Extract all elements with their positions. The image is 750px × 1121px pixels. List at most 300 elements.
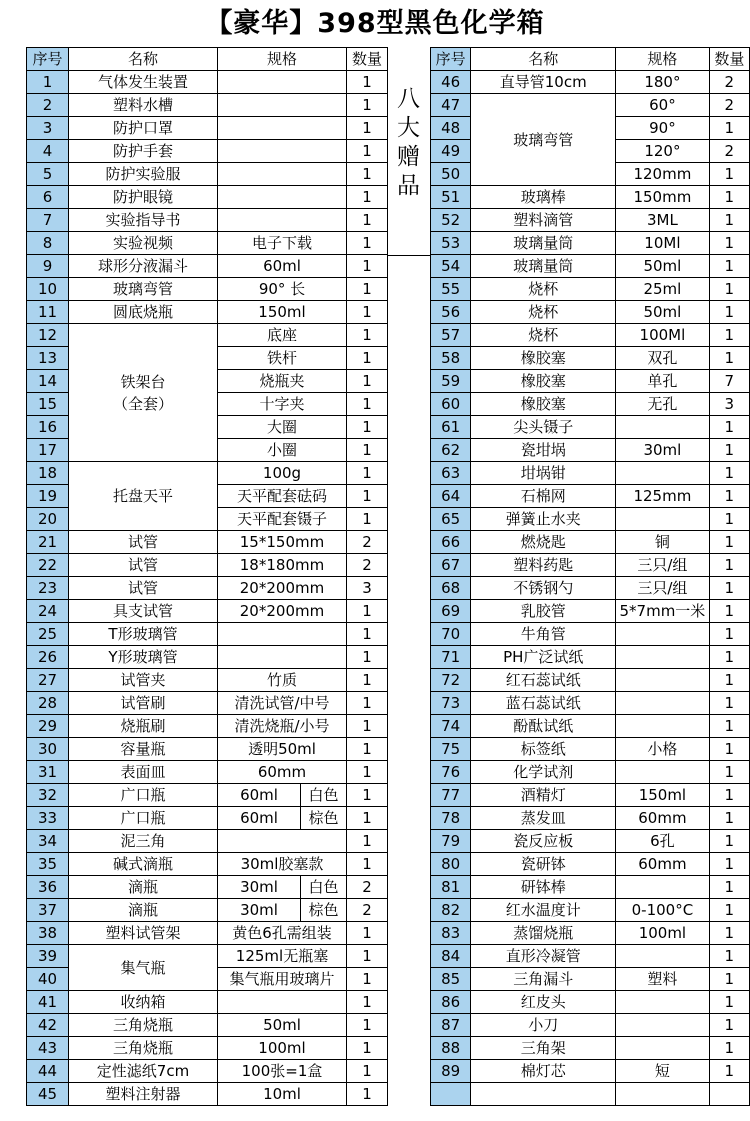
item-qty: 1	[347, 1083, 388, 1106]
table-row	[27, 163, 388, 186]
item-spec	[218, 991, 347, 1014]
item-spec: 150ml	[218, 301, 347, 324]
item-qty: 1	[709, 462, 749, 485]
row-idx: 71	[431, 646, 471, 669]
item-spec: 单孔	[616, 370, 710, 393]
item-name: 橡胶塞	[471, 370, 616, 393]
item-name: 弹簧止水夹	[471, 508, 616, 531]
header-qty: 数量	[347, 48, 388, 71]
row-idx: 80	[431, 853, 471, 876]
item-spec: 100张=1盒	[218, 1060, 347, 1083]
table-row	[27, 255, 388, 278]
item-qty: 1	[709, 117, 749, 140]
item-spec: 无孔	[616, 393, 710, 416]
item-spec: 120mm	[616, 163, 710, 186]
item-spec	[616, 669, 710, 692]
item-spec: 铜	[616, 531, 710, 554]
row-idx: 86	[431, 991, 471, 1014]
row-idx: 65	[431, 508, 471, 531]
item-spec: 5*7mm一米	[616, 600, 710, 623]
row-idx: 13	[27, 347, 69, 370]
item-spec	[218, 623, 347, 646]
header-row	[431, 48, 750, 71]
item-spec	[218, 209, 347, 232]
item-spec	[616, 991, 710, 1014]
item-name: 球形分液漏斗	[69, 255, 218, 278]
row-idx: 31	[27, 761, 69, 784]
table-row	[431, 761, 750, 784]
item-name: 玻璃弯管	[69, 278, 218, 301]
row-idx: 63	[431, 462, 471, 485]
item-spec: 60mm	[616, 807, 710, 830]
row-idx: 52	[431, 209, 471, 232]
table-row	[27, 738, 388, 761]
item-spec	[218, 163, 347, 186]
table-row	[431, 324, 750, 347]
table-row	[431, 370, 750, 393]
item-qty: 1	[347, 416, 388, 439]
table-row	[27, 186, 388, 209]
table-row	[431, 255, 750, 278]
row-idx: 53	[431, 232, 471, 255]
item-qty: 1	[709, 692, 749, 715]
item-name: 玻璃量筒	[471, 232, 616, 255]
item-qty: 1	[347, 485, 388, 508]
row-idx: 9	[27, 255, 69, 278]
page-title: 【豪华】398型黑色化学箱	[205, 8, 545, 39]
item-qty: 2	[347, 899, 388, 922]
item-qty: 1	[347, 784, 388, 807]
item-name: 三角架	[471, 1037, 616, 1060]
row-idx: 7	[27, 209, 69, 232]
item-name: 红水温度计	[471, 899, 616, 922]
item-qty: 1	[347, 761, 388, 784]
item-spec-color: 棕色	[301, 807, 347, 830]
item-qty: 1	[347, 600, 388, 623]
item-spec: 10ml	[218, 1083, 347, 1106]
item-name: 托盘天平	[69, 462, 218, 531]
item-name: 广口瓶	[69, 784, 218, 807]
row-idx: 30	[27, 738, 69, 761]
item-qty: 1	[709, 876, 749, 899]
row-idx: 16	[27, 416, 69, 439]
item-name: 玻璃棒	[471, 186, 616, 209]
row-idx: 87	[431, 1014, 471, 1037]
item-qty: 1	[347, 1060, 388, 1083]
table-row	[27, 692, 388, 715]
row-idx: 3	[27, 117, 69, 140]
row-idx: 29	[27, 715, 69, 738]
table-row	[431, 301, 750, 324]
table-row	[431, 738, 750, 761]
table-row	[431, 968, 750, 991]
item-name: 红石蕊试纸	[471, 669, 616, 692]
table-row	[431, 623, 750, 646]
item-name: 容量瓶	[69, 738, 218, 761]
row-idx: 42	[27, 1014, 69, 1037]
item-name: 牛角管	[471, 623, 616, 646]
table-row	[27, 324, 388, 347]
item-name: 石棉网	[471, 485, 616, 508]
item-name: 燃烧匙	[471, 531, 616, 554]
item-name: 玻璃量筒	[471, 255, 616, 278]
row-idx: 74	[431, 715, 471, 738]
item-spec: 50ml	[616, 255, 710, 278]
item-spec: 3ML	[616, 209, 710, 232]
item-name: 碱式滴瓶	[69, 853, 218, 876]
table-row	[431, 209, 750, 232]
item-name: 试管夹	[69, 669, 218, 692]
item-qty: 1	[709, 1037, 749, 1060]
item-spec: 100ml	[616, 922, 710, 945]
row-idx: 57	[431, 324, 471, 347]
table-row	[431, 71, 750, 94]
row-idx: 25	[27, 623, 69, 646]
row-idx: 72	[431, 669, 471, 692]
table-row	[431, 945, 750, 968]
table-row	[431, 232, 750, 255]
row-idx: 83	[431, 922, 471, 945]
item-spec: 10Ml	[616, 232, 710, 255]
row-idx: 46	[431, 71, 471, 94]
table-row	[27, 600, 388, 623]
item-spec: 90°	[616, 117, 710, 140]
item-qty: 1	[347, 278, 388, 301]
item-qty: 1	[347, 508, 388, 531]
item-name: 防护实验服	[69, 163, 218, 186]
item-qty: 1	[709, 1014, 749, 1037]
row-idx: 70	[431, 623, 471, 646]
row-idx: 76	[431, 761, 471, 784]
table-row	[27, 646, 388, 669]
item-qty: 1	[709, 715, 749, 738]
gift-char: 赠	[397, 144, 420, 170]
table-row	[431, 876, 750, 899]
item-qty: 1	[709, 508, 749, 531]
inventory-table-right	[430, 47, 750, 1106]
item-spec: 塑料	[616, 968, 710, 991]
header-name: 名称	[69, 48, 218, 71]
item-qty: 1	[709, 255, 749, 278]
item-spec: 6孔	[616, 830, 710, 853]
item-qty: 1	[709, 991, 749, 1014]
item-name: 烧瓶刷	[69, 715, 218, 738]
item-spec	[218, 140, 347, 163]
item-spec-color: 白色	[301, 784, 347, 807]
item-qty: 1	[347, 991, 388, 1014]
item-qty: 1	[709, 623, 749, 646]
item-name: 酒精灯	[471, 784, 616, 807]
item-name: 试管	[69, 531, 218, 554]
item-name: 棉灯芯	[471, 1060, 616, 1083]
item-qty: 1	[709, 209, 749, 232]
row-idx: 44	[27, 1060, 69, 1083]
table-row	[27, 1037, 388, 1060]
row-idx	[431, 1083, 471, 1106]
table-row	[27, 899, 388, 922]
row-idx: 67	[431, 554, 471, 577]
item-spec: 125mm	[616, 485, 710, 508]
table-row	[27, 117, 388, 140]
row-idx: 75	[431, 738, 471, 761]
item-name: 化学试剂	[471, 761, 616, 784]
item-qty: 1	[347, 347, 388, 370]
item-spec: 50ml	[616, 301, 710, 324]
item-spec: 烧瓶夹	[218, 370, 347, 393]
item-spec	[218, 94, 347, 117]
header-row	[27, 48, 388, 71]
item-qty: 1	[347, 324, 388, 347]
item-spec: 三只/组	[616, 577, 710, 600]
item-spec: 15*150mm	[218, 531, 347, 554]
item-name: 气体发生装置	[69, 71, 218, 94]
gift-char: 八	[397, 86, 420, 112]
table-row	[27, 876, 388, 899]
row-idx: 64	[431, 485, 471, 508]
item-name: 塑料水槽	[69, 94, 218, 117]
item-spec-size: 30ml	[218, 876, 301, 899]
table-row	[431, 853, 750, 876]
item-name: 具支试管	[69, 600, 218, 623]
item-qty: 1	[347, 669, 388, 692]
item-name: 橡胶塞	[471, 347, 616, 370]
item-spec-size: 30ml	[218, 899, 301, 922]
item-spec: 短	[616, 1060, 710, 1083]
item-qty: 1	[347, 830, 388, 853]
item-name: 酚酞试纸	[471, 715, 616, 738]
row-idx: 11	[27, 301, 69, 324]
row-idx: 78	[431, 807, 471, 830]
table-row	[27, 623, 388, 646]
table-row	[27, 232, 388, 255]
row-idx: 24	[27, 600, 69, 623]
item-spec-size: 60ml	[218, 807, 301, 830]
item-spec	[218, 117, 347, 140]
item-qty: 1	[347, 1037, 388, 1060]
row-idx: 69	[431, 600, 471, 623]
table-row	[27, 945, 388, 968]
row-idx: 73	[431, 692, 471, 715]
row-idx: 38	[27, 922, 69, 945]
row-idx: 82	[431, 899, 471, 922]
item-qty: 1	[347, 370, 388, 393]
row-idx: 55	[431, 278, 471, 301]
item-spec: 透明50ml	[218, 738, 347, 761]
item-qty: 1	[347, 1014, 388, 1037]
row-idx: 40	[27, 968, 69, 991]
item-qty: 1	[347, 623, 388, 646]
header-spec: 规格	[218, 48, 347, 71]
inventory-table-left	[26, 47, 388, 1106]
item-qty: 1	[709, 186, 749, 209]
row-idx: 18	[27, 462, 69, 485]
row-idx: 26	[27, 646, 69, 669]
row-idx: 49	[431, 140, 471, 163]
header-name: 名称	[471, 48, 616, 71]
item-name: 试管	[69, 577, 218, 600]
item-spec: 60mm	[616, 853, 710, 876]
item-qty: 1	[709, 324, 749, 347]
item-spec: 铁杆	[218, 347, 347, 370]
item-name: 瓷反应板	[471, 830, 616, 853]
item-qty: 1	[709, 600, 749, 623]
item-spec: 三只/组	[616, 554, 710, 577]
table-row	[27, 922, 388, 945]
item-qty: 2	[347, 554, 388, 577]
row-idx: 17	[27, 439, 69, 462]
item-name: 防护手套	[69, 140, 218, 163]
item-name: 不锈钢勺	[471, 577, 616, 600]
item-spec: 30ml胶塞款	[218, 853, 347, 876]
item-spec: 60ml	[218, 255, 347, 278]
item-qty: 1	[347, 853, 388, 876]
item-name: 实验视频	[69, 232, 218, 255]
table-row	[27, 278, 388, 301]
item-spec: 25ml	[616, 278, 710, 301]
item-qty: 1	[709, 278, 749, 301]
item-spec: 150mm	[616, 186, 710, 209]
table-row	[431, 991, 750, 1014]
item-name: 直形冷凝管	[471, 945, 616, 968]
item-qty: 1	[709, 761, 749, 784]
item-spec: 清洗烧瓶/小号	[218, 715, 347, 738]
item-spec: 20*200mm	[218, 600, 347, 623]
item-name: 标签纸	[471, 738, 616, 761]
row-idx: 84	[431, 945, 471, 968]
item-spec: 120°	[616, 140, 710, 163]
item-name: Y形玻璃管	[69, 646, 218, 669]
item-name: 三角漏斗	[471, 968, 616, 991]
item-spec	[616, 508, 710, 531]
item-name: PH广泛试纸	[471, 646, 616, 669]
row-idx: 20	[27, 508, 69, 531]
row-idx: 10	[27, 278, 69, 301]
row-idx: 34	[27, 830, 69, 853]
item-spec	[218, 646, 347, 669]
item-spec	[616, 876, 710, 899]
item-spec: 大圈	[218, 416, 347, 439]
gift-char: 大	[397, 115, 420, 141]
table-row	[27, 140, 388, 163]
item-name: 尖头镊子	[471, 416, 616, 439]
item-spec: 100g	[218, 462, 347, 485]
item-qty: 1	[347, 255, 388, 278]
item-qty: 1	[347, 71, 388, 94]
table-row	[431, 347, 750, 370]
table-row	[431, 1037, 750, 1060]
item-spec: 50ml	[218, 1014, 347, 1037]
item-qty: 1	[347, 94, 388, 117]
row-idx: 1	[27, 71, 69, 94]
table-row	[431, 669, 750, 692]
item-qty: 1	[347, 738, 388, 761]
item-qty: 1	[347, 807, 388, 830]
table-row	[431, 554, 750, 577]
item-name: 试管	[69, 554, 218, 577]
item-spec	[616, 761, 710, 784]
item-spec	[616, 646, 710, 669]
table-row	[431, 186, 750, 209]
row-idx: 60	[431, 393, 471, 416]
row-idx: 81	[431, 876, 471, 899]
row-idx: 66	[431, 531, 471, 554]
item-spec	[616, 623, 710, 646]
header-idx: 序号	[27, 48, 69, 71]
item-qty: 2	[347, 876, 388, 899]
item-qty: 1	[709, 554, 749, 577]
item-qty: 1	[347, 117, 388, 140]
item-spec: 20*200mm	[218, 577, 347, 600]
item-spec: 集气瓶用玻璃片	[218, 968, 347, 991]
item-qty: 1	[709, 301, 749, 324]
item-qty: 1	[347, 945, 388, 968]
item-name: 塑料试管架	[69, 922, 218, 945]
table-row	[27, 94, 388, 117]
row-idx: 41	[27, 991, 69, 1014]
item-name: 防护口罩	[69, 117, 218, 140]
item-name: 烧杯	[471, 324, 616, 347]
table-row	[27, 531, 388, 554]
row-idx: 23	[27, 577, 69, 600]
item-name: 直导管10cm	[471, 71, 616, 94]
item-spec: 18*180mm	[218, 554, 347, 577]
item-spec: 电子下载	[218, 232, 347, 255]
item-name: 定性滤纸7cm	[69, 1060, 218, 1083]
item-name: 红皮头	[471, 991, 616, 1014]
item-qty: 1	[347, 692, 388, 715]
item-qty: 7	[709, 370, 749, 393]
row-idx: 5	[27, 163, 69, 186]
item-qty: 1	[709, 945, 749, 968]
item-spec-color: 棕色	[301, 899, 347, 922]
item-spec: 100ml	[218, 1037, 347, 1060]
item-name	[471, 1083, 616, 1106]
table-row	[431, 462, 750, 485]
row-idx: 79	[431, 830, 471, 853]
item-name: 蒸发皿	[471, 807, 616, 830]
row-idx: 58	[431, 347, 471, 370]
row-idx: 32	[27, 784, 69, 807]
item-qty: 2	[347, 531, 388, 554]
table-row	[27, 577, 388, 600]
item-spec: 150ml	[616, 784, 710, 807]
item-qty: 1	[709, 830, 749, 853]
row-idx: 61	[431, 416, 471, 439]
table-row	[431, 692, 750, 715]
item-name: 圆底烧瓶	[69, 301, 218, 324]
row-idx: 48	[431, 117, 471, 140]
item-qty: 1	[347, 209, 388, 232]
row-idx: 85	[431, 968, 471, 991]
item-qty: 1	[709, 485, 749, 508]
item-spec: 十字夹	[218, 393, 347, 416]
row-idx: 22	[27, 554, 69, 577]
item-qty: 1	[709, 968, 749, 991]
item-spec	[616, 416, 710, 439]
item-spec: 小圈	[218, 439, 347, 462]
item-name: 瓷坩埚	[471, 439, 616, 462]
item-qty: 1	[347, 301, 388, 324]
table-row	[27, 1014, 388, 1037]
table-row	[27, 853, 388, 876]
item-name: 收纳箱	[69, 991, 218, 1014]
item-qty: 1	[709, 784, 749, 807]
item-qty: 1	[709, 531, 749, 554]
row-idx: 77	[431, 784, 471, 807]
item-spec	[616, 1014, 710, 1037]
item-spec: 60mm	[218, 761, 347, 784]
item-qty: 1	[709, 577, 749, 600]
